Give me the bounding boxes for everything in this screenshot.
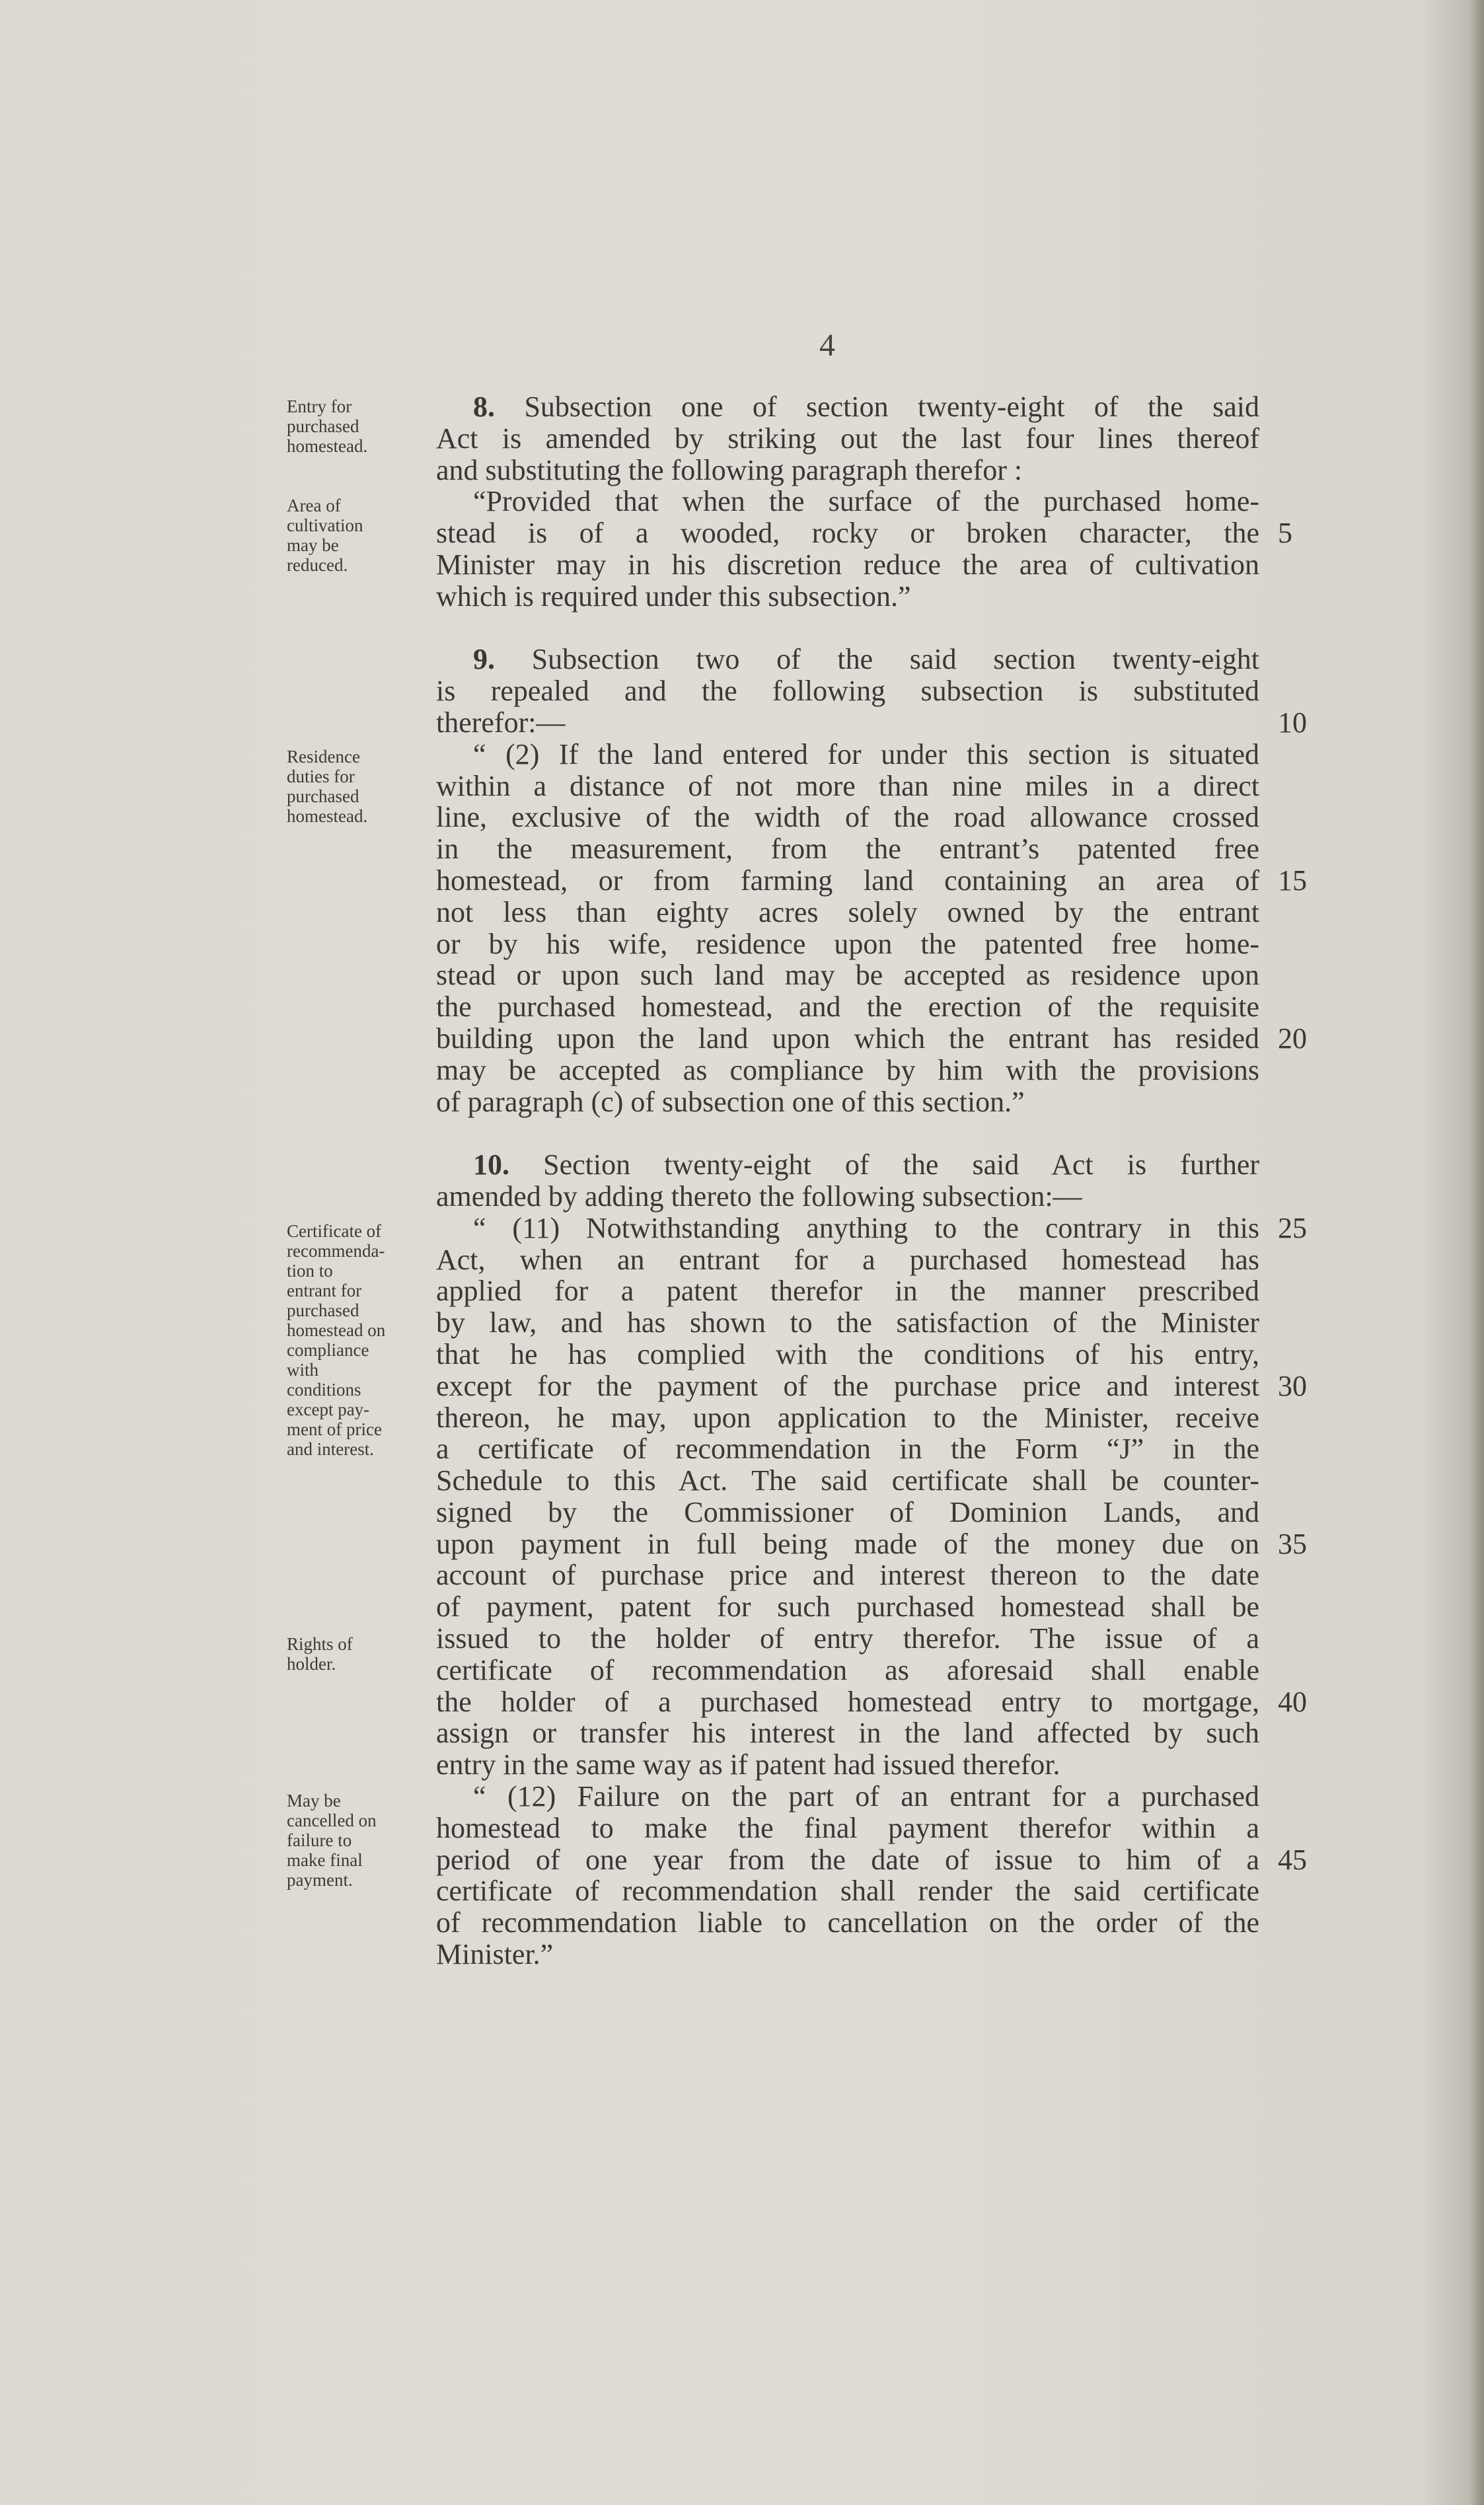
- text-line: Act is amended by striking out the last four lines thereof: [436, 422, 1259, 455]
- text-line: which is required under this subsection.”: [436, 580, 911, 613]
- section-number: 8.: [473, 391, 495, 423]
- text-line: amended by adding thereto the following subsection:—: [436, 1179, 1082, 1213]
- margin-note-cancelled: May be cancelled on failure to make final payment.: [287, 1791, 377, 1890]
- text-line: except for the payment of the purchase price and interest: [436, 1369, 1259, 1402]
- line-number: 25: [1278, 1212, 1307, 1244]
- text-line: within a distance of not more than nine miles in a direct: [436, 769, 1259, 802]
- text-line: of recommendation liable to cancellation on the order of the: [436, 1906, 1259, 1939]
- text-line: “ (11) Notwithstanding anything to the contrary in this: [473, 1211, 1259, 1244]
- text-line: of payment, patent for such purchased homestead shall be: [436, 1590, 1259, 1624]
- text-line: 10. Section twenty-eight of the said Act is further: [473, 1148, 1260, 1181]
- text-line: homestead, or from farming land containing an area of: [436, 864, 1259, 897]
- margin-note-rights: Rights of holder.: [287, 1634, 353, 1674]
- line-number: 40: [1278, 1686, 1307, 1718]
- body-text: [436, 391, 1259, 1970]
- text-line: account of purchase price and interest thereon to the date: [436, 1559, 1259, 1592]
- text-line: Minister may in his discretion reduce the area of cultivation: [436, 548, 1259, 581]
- margin-note-residence: Residence duties for purchased homestead.: [287, 747, 368, 826]
- text-line: and substituting the following paragraph therefor :: [436, 453, 1023, 486]
- text-line: thereon, he may, upon application to the Minister, receive: [436, 1401, 1259, 1434]
- text-line: entry in the same way as if patent had issued therefor.: [436, 1748, 1060, 1781]
- text-line: line, exclusive of the width of the road allowance crossed: [436, 801, 1259, 834]
- text-line: issued to the holder of entry therefor. The issue of a: [436, 1622, 1259, 1655]
- text-line: Act, when an entrant for a purchased homestead has: [436, 1243, 1259, 1276]
- text-line: signed by the Commissioner of Dominion Lands, and: [436, 1495, 1259, 1528]
- line-number: 15: [1278, 864, 1307, 897]
- text-line: stead is of a wooded, rocky or broken character, the: [436, 517, 1259, 550]
- text-line: or by his wife, residence upon the patented free home-: [436, 927, 1259, 960]
- section-10: [436, 1149, 1259, 1970]
- margin-note-certificate: Certificate of recommenda- tion to entrant for purchased homestead on compliance with conditions except pay- ment of price and interest.: [287, 1221, 386, 1459]
- section-9: [436, 644, 1259, 1117]
- text-line: by law, and has shown to the satisfaction of the Minister: [436, 1306, 1259, 1339]
- text-line: Schedule to this Act. The said certificate shall be counter-: [436, 1464, 1259, 1497]
- text-line: of paragraph (c) of subsection one of this section.”: [436, 1085, 1025, 1118]
- text-line: assign or transfer his interest in the land affected by such: [436, 1717, 1259, 1750]
- text-line: in the measurement, from the entrant’s patented free: [436, 833, 1259, 866]
- text-line: 8. Subsection one of section twenty-eight of the said: [473, 391, 1259, 423]
- text-line: Minister.”: [436, 1938, 554, 1971]
- text-line: “ (12) Failure on the part of an entrant for a purchased: [473, 1780, 1259, 1813]
- text-line: certificate of recommendation shall render the said certificate: [436, 1875, 1259, 1908]
- text-line: a certificate of recommendation in the Form “J” in the: [436, 1433, 1259, 1466]
- margin-note-entry: Entry for purchased homestead.: [287, 396, 368, 456]
- section-8: [436, 391, 1259, 613]
- text-line: that he has complied with the conditions of his entry,: [436, 1337, 1259, 1370]
- line-number: 30: [1278, 1370, 1307, 1402]
- text-line: homestead to make the final payment therefor within a: [436, 1811, 1259, 1844]
- text-line: certificate of recommendation as aforesaid shall enable: [436, 1653, 1259, 1686]
- text-line: the holder of a purchased homestead entry to mortgage,: [436, 1685, 1259, 1718]
- text-line: not less than eighty acres solely owned by the entrant: [436, 895, 1259, 928]
- text-line: is repealed and the following subsection is substituted: [436, 675, 1259, 708]
- line-number: 45: [1278, 1844, 1307, 1876]
- text-line: “ (2) If the land entered for under this section is situated: [473, 737, 1259, 770]
- line-number: 35: [1278, 1528, 1307, 1560]
- text-line: upon payment in full being made of the money due on: [436, 1527, 1259, 1560]
- text-line: the purchased homestead, and the erection of the requisite: [436, 991, 1259, 1024]
- section-number: 9.: [473, 643, 495, 676]
- text-line: stead or upon such land may be accepted as residence upon: [436, 959, 1259, 992]
- text-line: building upon the land upon which the entrant has resided: [436, 1022, 1259, 1055]
- line-number: 20: [1278, 1022, 1307, 1055]
- margin-note-area: Area of cultivation may be reduced.: [287, 496, 363, 575]
- text-line: may be accepted as compliance by him with the provisions: [436, 1053, 1259, 1086]
- page-number: 4: [819, 328, 835, 363]
- text-line: therefor:—: [436, 706, 566, 739]
- line-number: 10: [1278, 706, 1307, 739]
- text-line: 9. Subsection two of the said section twenty-eight: [473, 643, 1259, 676]
- text-line: “Provided that when the surface of the purchased home-: [473, 485, 1259, 518]
- text-line: applied for a patent therefor in the manner prescribed: [436, 1275, 1259, 1308]
- line-number: 5: [1278, 517, 1292, 550]
- text-line: period of one year from the date of issue to him of a: [436, 1843, 1259, 1876]
- section-number: 10.: [473, 1148, 509, 1181]
